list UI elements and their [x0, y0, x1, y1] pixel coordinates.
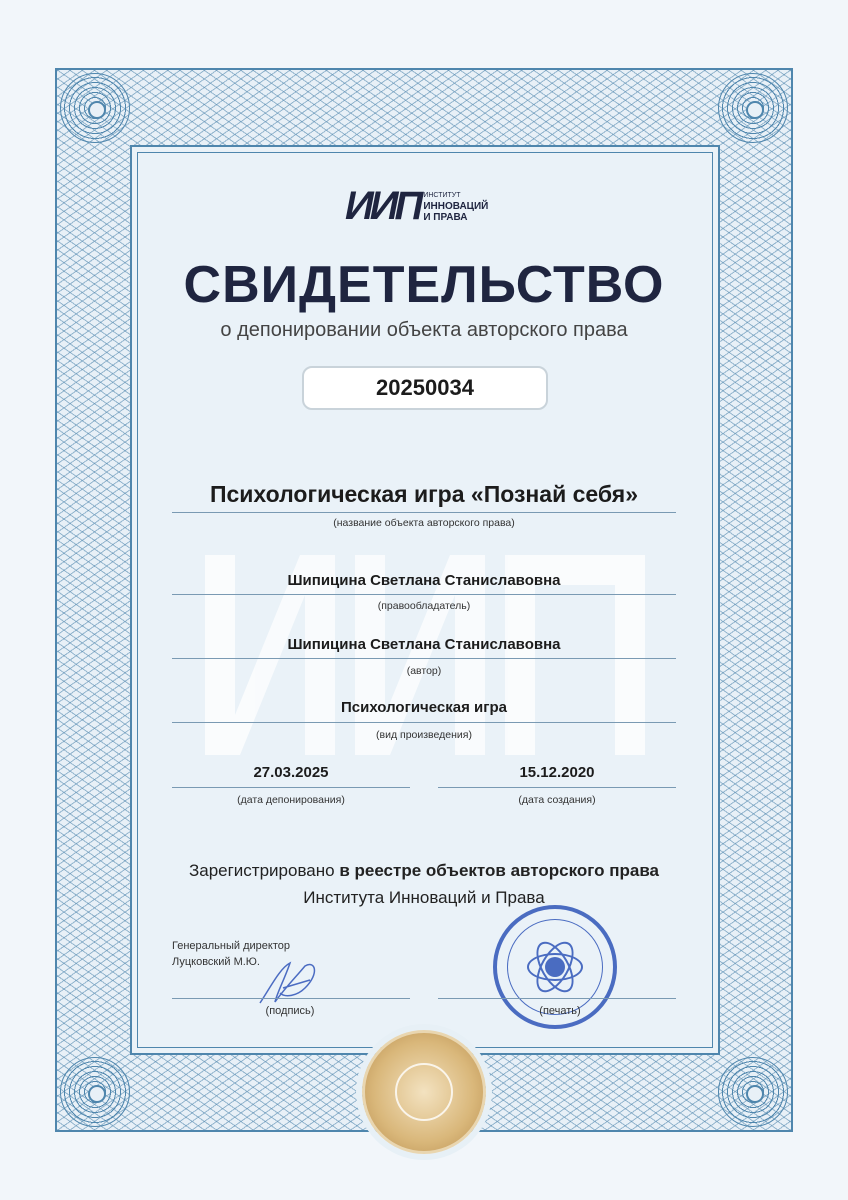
- signature-caption: (подпись): [265, 1005, 315, 1017]
- director-name: Луцковский М.Ю.: [172, 956, 260, 968]
- divider: [438, 787, 676, 788]
- signature-image: [255, 958, 325, 1008]
- author: Шипицина Светлана Станиславовна: [287, 636, 561, 653]
- rightsholder-caption: (правообладатель): [377, 600, 471, 612]
- corner-rosette-icon: [718, 73, 788, 143]
- certificate-subtitle: о депонировании объекта авторского права: [220, 319, 628, 341]
- author-caption: (автор): [406, 665, 442, 677]
- divider: [172, 594, 676, 595]
- certificate-title: СВИДЕТЕЛЬСТВО: [183, 256, 665, 314]
- creation-date: 15.12.2020: [519, 764, 595, 781]
- certificate-number: 20250034: [302, 366, 548, 410]
- logo-mark: ИИП: [345, 184, 420, 228]
- work-title: Психологическая игра «Познай себя»: [209, 481, 639, 507]
- logo-line: ИННОВАЦИЙ: [423, 201, 489, 212]
- signature-line: [172, 998, 410, 999]
- stamp-caption: (печать): [539, 1005, 581, 1017]
- corner-rosette-icon: [60, 1057, 130, 1127]
- logo-line: И ПРАВА: [423, 212, 468, 223]
- registration-text-bold: в реестре объектов авторского права: [339, 861, 660, 880]
- institute-logo: [345, 186, 488, 226]
- rightsholder: Шипицина Светлана Станиславовна: [287, 572, 561, 589]
- divider: [172, 512, 676, 513]
- creation-date-caption: (дата создания): [518, 794, 596, 806]
- divider: [172, 787, 410, 788]
- logo-text: [423, 189, 488, 223]
- work-type-caption: (вид произведения): [376, 729, 472, 741]
- director-position: Генеральный директор: [172, 940, 290, 952]
- corner-rosette-icon: [718, 1057, 788, 1127]
- deposit-date-caption: (дата депонирования): [237, 794, 345, 806]
- corner-rosette-icon: [60, 73, 130, 143]
- stamp-line: [438, 998, 676, 999]
- gold-medal-icon: [362, 1030, 486, 1154]
- logo-line: ИНСТИТУТ: [423, 192, 461, 199]
- work-type: Психологическая игра: [340, 699, 507, 716]
- divider: [172, 658, 676, 659]
- work-title-caption: (название объекта авторского права): [333, 517, 515, 529]
- divider: [172, 722, 676, 723]
- deposit-date: 27.03.2025: [253, 764, 329, 781]
- registration-institute: Института Инноваций и Права: [303, 888, 545, 907]
- registration-statement: [0, 860, 848, 881]
- registration-text: Зарегистрировано: [188, 861, 340, 880]
